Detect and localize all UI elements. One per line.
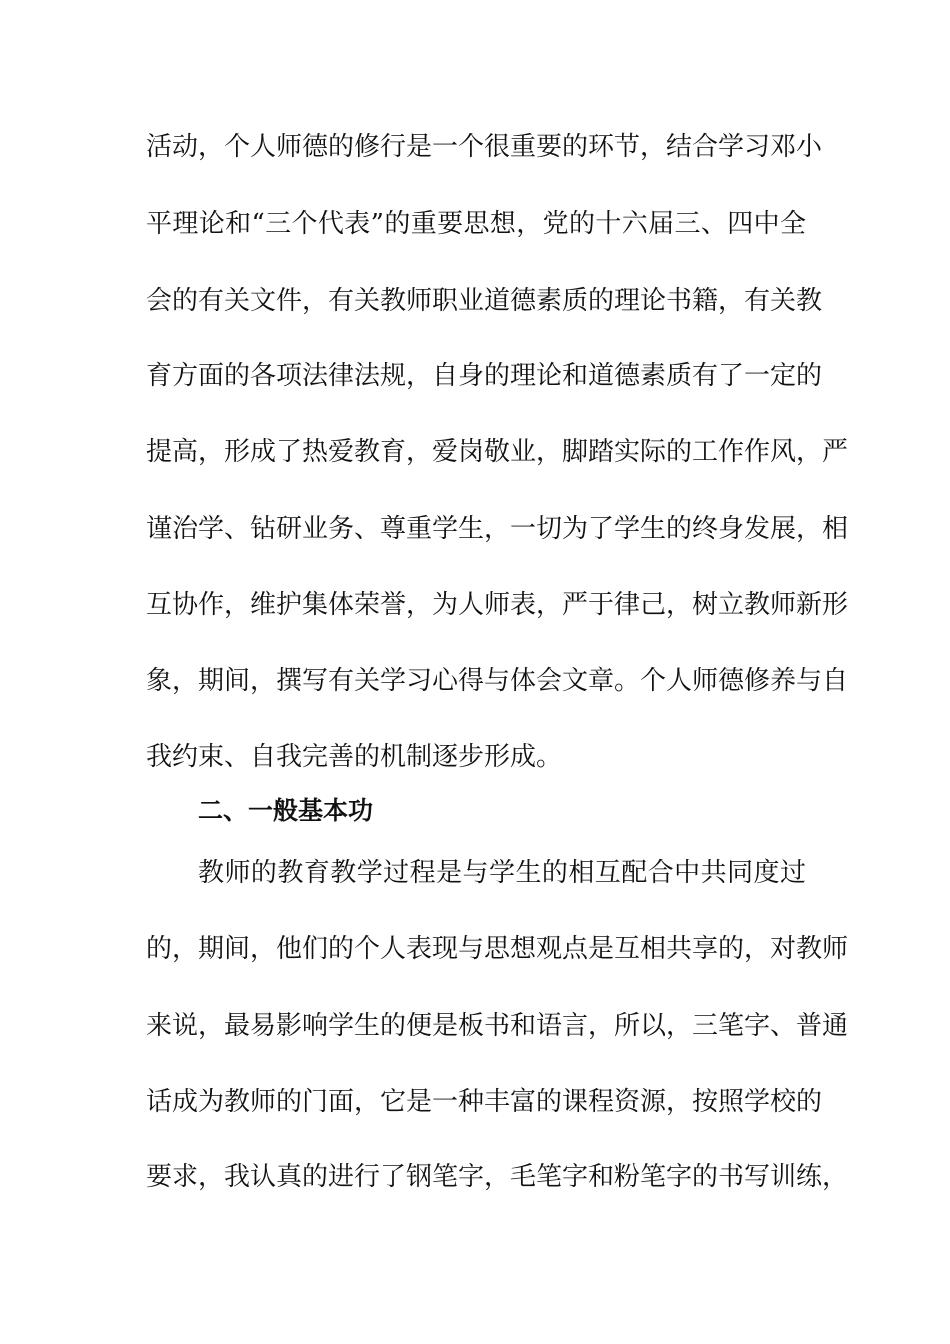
paragraph-line: 教师的教育教学过程是与学生的相互配合中共同度过 [198, 858, 806, 888]
paragraph-line: 育方面的各项法律法规，自身的理论和道德素质有了一定的 [146, 361, 823, 391]
paragraph-line: 会的有关文件，有关教师职业道德素质的理论书籍，有关教 [146, 286, 823, 316]
paragraph-line: 我约束、自我完善的机制逐步形成。 [146, 742, 563, 772]
paragraph-line: 平理论和“三个代表”的重要思想，党的十六届三、四中全 [146, 209, 806, 239]
paragraph-line: 的，期间，他们的个人表现与思想观点是互相共享的，对教师 [146, 934, 849, 964]
paragraph-line: 象，期间，撰写有关学习心得与体会文章。个人师德修养与自 [146, 666, 849, 696]
paragraph-line: 互协作，维护集体荣誉，为人师表，严于律己，树立教师新形 [146, 590, 849, 620]
paragraph-line: 要求，我认真的进行了钢笔字，毛笔字和粉笔字的书写训练， [146, 1162, 849, 1192]
section-heading: 二、一般基本功 [198, 796, 374, 825]
paragraph-line: 提高，形成了热爱教育，爱岗敬业，脚踏实际的工作作风，严 [146, 437, 849, 467]
paragraph-line: 来说，最易影响学生的便是板书和语言，所以，三笔字、普通 [146, 1011, 849, 1041]
paragraph-line: 话成为教师的门面，它是一种丰富的课程资源，按照学校的 [146, 1087, 823, 1117]
paragraph-line: 谨治学、钻研业务、尊重学生，一切为了学生的终身发展，相 [146, 514, 849, 544]
paragraph-line: 活动，个人师德的修行是一个很重要的环节，结合学习邓小 [146, 132, 823, 162]
